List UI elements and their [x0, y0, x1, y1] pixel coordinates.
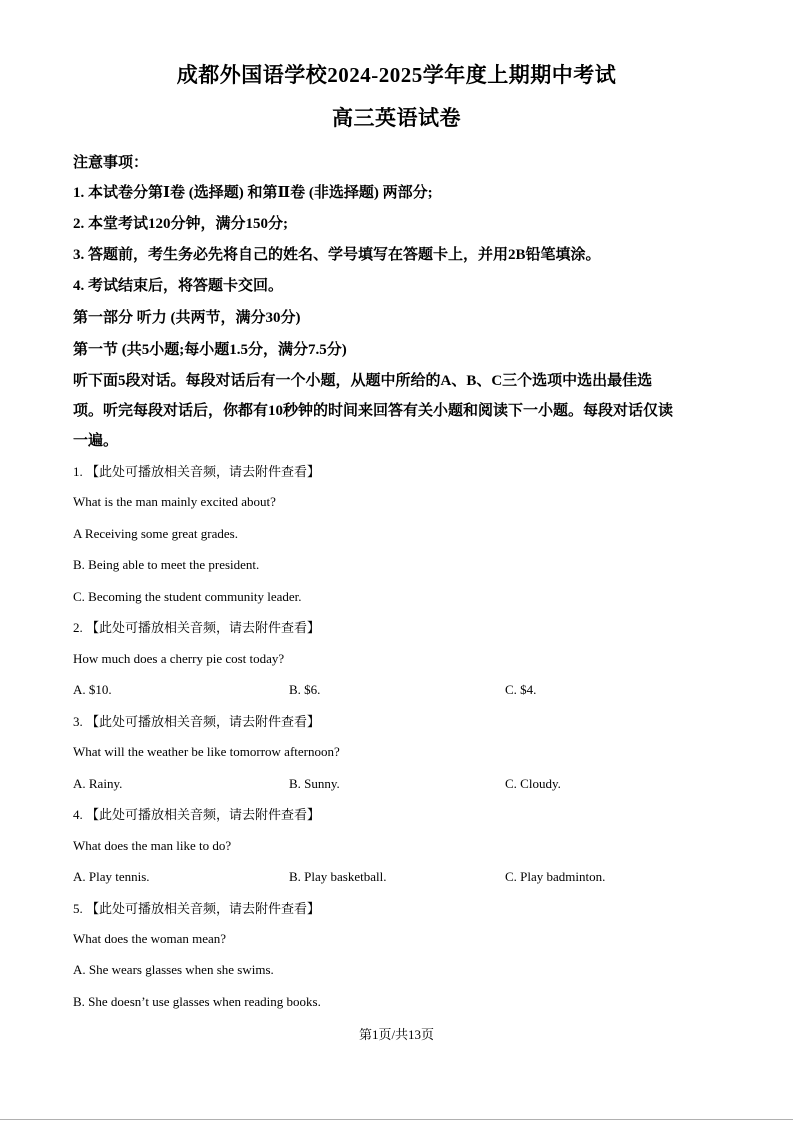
question-2-option-a: A. $10. [73, 682, 112, 697]
notes-heading: 注意事项： [73, 155, 149, 171]
question-5-option-a: A. She wears glasses when she swims. [73, 962, 274, 977]
question-2-option-b: B. $6. [289, 682, 321, 697]
page-number: 第1页/共13页 [358, 1027, 435, 1042]
question-4-option-a: A. Play tennis. [73, 869, 150, 884]
note-item-4: 4. 考试结束后，将答题卡交回。 [73, 278, 284, 294]
question-1-stem: What is the man mainly excited about? [73, 494, 276, 509]
question-2-stem: How much does a cherry pie cost today? [73, 651, 285, 666]
question-3-option-c: C. Cloudy. [505, 776, 561, 791]
note-item-2: 2. 本堂考试120分钟，满分150分; [73, 216, 288, 232]
instructions-line-3: 一遍。 [73, 433, 119, 449]
exam-title: 成都外国语学校2024-2025学年度上期期中考试 [176, 63, 617, 87]
part1-heading: 第一部分 听力 (共两节，满分30分) [73, 310, 301, 326]
exam-subtitle: 高三英语试卷 [332, 106, 461, 130]
page-bottom-divider [0, 1119, 793, 1120]
question-4-option-b: B. Play basketball. [289, 869, 387, 884]
question-3-audio[interactable]: 3. 【此处可播放相关音频，请去附件查看】 [73, 714, 321, 729]
question-2-option-c: C. $4. [505, 682, 537, 697]
question-1-option-a: A Receiving some great grades. [73, 526, 238, 541]
question-5-stem: What does the woman mean? [73, 931, 227, 946]
note-item-3: 3. 答题前，考生务必先将自己的姓名、学号填写在答题卡上，并用2B铅笔填涂。 [73, 247, 601, 263]
question-5-audio[interactable]: 5. 【此处可播放相关音频，请去附件查看】 [73, 901, 321, 916]
instructions-line-2: 项。听完每段对话后，你都有10秒钟的时间来回答有关小题和阅读下一小题。每段对话仅读 [73, 403, 674, 419]
question-3-option-a: A. Rainy. [73, 776, 123, 791]
question-1-audio[interactable]: 1. 【此处可播放相关音频，请去附件查看】 [73, 464, 321, 479]
question-1-option-c: C. Becoming the student community leader. [73, 589, 302, 604]
note-item-1: 1. 本试卷分第Ⅰ卷 (选择题) 和第Ⅱ卷 (非选择题) 两部分; [73, 185, 433, 201]
question-5-option-b: B. She doesn’t use glasses when reading books. [73, 994, 321, 1009]
question-3-option-b: B. Sunny. [289, 776, 340, 791]
question-4-stem: What does the man like to do? [73, 838, 232, 853]
question-2-audio[interactable]: 2. 【此处可播放相关音频，请去附件查看】 [73, 620, 321, 635]
instructions-line-1: 听下面5段对话。每段对话后有一个小题，从题中所给的A、B、C三个选项中选出最佳选 [73, 373, 653, 389]
question-4-audio[interactable]: 4. 【此处可播放相关音频，请去附件查看】 [73, 807, 321, 822]
question-4-option-c: C. Play badminton. [505, 869, 606, 884]
section1-heading: 第一节 (共5小题;每小题1.5分，满分7.5分) [73, 342, 347, 358]
question-3-stem: What will the weather be like tomorrow afternoon? [73, 744, 340, 759]
question-1-option-b: B. Being able to meet the president. [73, 557, 260, 572]
